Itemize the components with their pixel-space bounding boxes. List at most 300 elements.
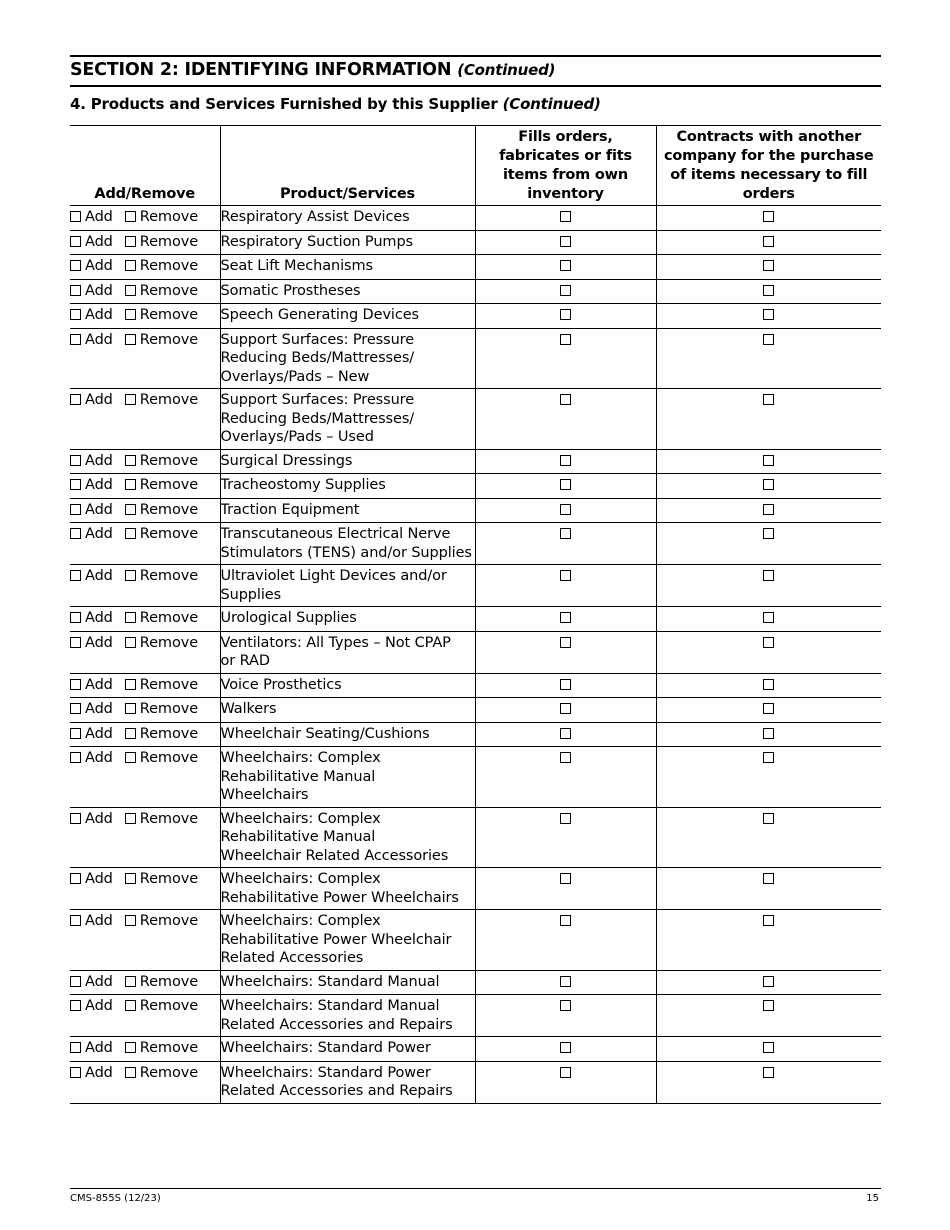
fills-checkbox[interactable] <box>560 813 571 824</box>
contracts-checkbox[interactable] <box>763 285 774 296</box>
fills-cell <box>475 673 656 698</box>
product-cell <box>220 1061 475 1103</box>
remove-label: Remove <box>139 477 199 493</box>
add-checkbox[interactable] <box>70 750 113 766</box>
contracts-cell <box>656 565 881 607</box>
add-label: Add <box>85 725 113 742</box>
remove-checkbox[interactable] <box>125 635 198 651</box>
contracts-cell <box>656 868 881 910</box>
remove-checkbox[interactable] <box>125 258 198 274</box>
contracts-cell <box>656 747 881 808</box>
remove-label: Remove <box>139 258 199 274</box>
remove-checkbox[interactable] <box>125 871 198 887</box>
add-label: Add <box>85 871 113 887</box>
add-checkbox[interactable] <box>70 871 113 887</box>
add-checkbox[interactable] <box>70 568 113 584</box>
product-cell <box>220 807 475 868</box>
product-cell <box>220 868 475 910</box>
section-continued: (Continued) <box>457 61 556 79</box>
remove-checkbox[interactable] <box>125 701 198 717</box>
fills-checkbox[interactable] <box>560 612 571 623</box>
add-remove-cell <box>70 910 220 971</box>
remove-label: Remove <box>139 1040 199 1056</box>
remove-label: Remove <box>139 913 199 929</box>
product-line: Rehabilitative Manual <box>220 829 376 845</box>
table-row <box>70 565 881 607</box>
contracts-checkbox[interactable] <box>763 334 774 345</box>
product-line: Related Accessories and Repairs <box>220 1083 453 1099</box>
product-cell <box>220 474 475 499</box>
header-product: Product/Services <box>220 126 475 206</box>
product-line: Wheelchairs: Complex <box>220 750 381 766</box>
contracts-checkbox[interactable] <box>763 455 774 466</box>
fills-checkbox[interactable] <box>560 394 571 405</box>
contracts-cell <box>656 807 881 868</box>
fills-cell <box>475 449 656 474</box>
contracts-cell <box>656 304 881 329</box>
product-cell <box>220 498 475 523</box>
subsection-continued: (Continued) <box>502 95 601 113</box>
contracts-checkbox[interactable] <box>763 873 774 884</box>
table-row <box>70 230 881 255</box>
header-fills: Fills orders, fabricates or fits items from own inventory <box>475 126 656 206</box>
add-label: Add <box>85 307 113 323</box>
footer-form-number: CMS-855S (12/23) <box>70 1193 161 1204</box>
fills-cell <box>475 970 656 995</box>
fills-checkbox[interactable] <box>560 752 571 763</box>
product-line: Reducing Beds/Mattresses/ <box>220 350 415 366</box>
add-checkbox[interactable] <box>70 526 113 542</box>
fills-cell <box>475 206 656 231</box>
fills-cell <box>475 279 656 304</box>
fills-cell <box>475 722 656 747</box>
contracts-checkbox[interactable] <box>763 679 774 690</box>
add-checkbox[interactable] <box>70 913 113 929</box>
product-line: Wheelchairs <box>220 787 309 803</box>
contracts-cell <box>656 673 881 698</box>
contracts-checkbox[interactable] <box>763 752 774 763</box>
product-line: Urological Supplies <box>220 610 357 626</box>
product-line: Wheelchairs: Standard Power <box>220 1040 431 1056</box>
remove-checkbox[interactable] <box>125 502 198 518</box>
contracts-cell <box>656 523 881 565</box>
product-cell <box>220 206 475 231</box>
add-remove-cell <box>70 868 220 910</box>
fills-cell <box>475 607 656 632</box>
table-row <box>70 698 881 723</box>
contracts-checkbox[interactable] <box>763 570 774 581</box>
table-row <box>70 970 881 995</box>
section-title: SECTION 2: IDENTIFYING INFORMATION (Continued) <box>70 60 556 80</box>
contracts-checkbox[interactable] <box>763 703 774 714</box>
product-cell <box>220 328 475 389</box>
fills-checkbox[interactable] <box>560 1042 571 1053</box>
add-label: Add <box>85 610 113 626</box>
product-cell <box>220 255 475 280</box>
fills-cell <box>475 474 656 499</box>
fills-cell <box>475 868 656 910</box>
product-line: Seat Lift Mechanisms <box>220 258 373 274</box>
add-label: Add <box>85 998 113 1014</box>
product-line: Rehabilitative Power Wheelchair <box>220 931 452 948</box>
product-cell <box>220 607 475 632</box>
add-checkbox[interactable] <box>70 209 113 225</box>
add-label: Add <box>85 477 113 493</box>
remove-label: Remove <box>139 610 199 626</box>
add-remove-cell <box>70 304 220 329</box>
add-label: Add <box>85 676 113 693</box>
remove-checkbox[interactable] <box>125 726 198 742</box>
contracts-checkbox[interactable] <box>763 236 774 247</box>
table-row <box>70 607 881 632</box>
remove-checkbox[interactable] <box>125 307 198 323</box>
fills-checkbox[interactable] <box>560 728 571 739</box>
add-remove-cell <box>70 389 220 450</box>
product-cell <box>220 279 475 304</box>
contracts-checkbox[interactable] <box>763 528 774 539</box>
fills-cell <box>475 807 656 868</box>
fills-cell <box>475 910 656 971</box>
fills-checkbox[interactable] <box>560 211 571 222</box>
product-line: Transcutaneous Electrical Nerve <box>220 526 451 542</box>
add-checkbox[interactable] <box>70 701 113 717</box>
product-line: Wheelchair Seating/Cushions <box>220 725 430 742</box>
product-line: Support Surfaces: Pressure <box>220 331 415 348</box>
remove-checkbox[interactable] <box>125 998 198 1014</box>
product-line: Related Accessories <box>220 950 364 966</box>
fills-checkbox[interactable] <box>560 479 571 490</box>
table-row <box>70 206 881 231</box>
product-line: Wheelchairs: Standard Manual <box>220 998 440 1014</box>
add-checkbox[interactable] <box>70 234 113 250</box>
add-checkbox[interactable] <box>70 974 113 990</box>
fills-cell <box>475 389 656 450</box>
add-remove-cell <box>70 474 220 499</box>
remove-checkbox[interactable] <box>125 477 198 493</box>
fills-checkbox[interactable] <box>560 976 571 987</box>
section-rule-bottom <box>70 85 881 87</box>
product-line: Stimulators (TENS) and/or Supplies <box>220 544 472 561</box>
remove-label: Remove <box>139 209 199 225</box>
fills-checkbox[interactable] <box>560 915 571 926</box>
fills-cell <box>475 523 656 565</box>
contracts-checkbox[interactable] <box>763 637 774 648</box>
product-cell <box>220 230 475 255</box>
remove-label: Remove <box>139 701 199 717</box>
remove-label: Remove <box>139 233 199 250</box>
fills-checkbox[interactable] <box>560 679 571 690</box>
fills-cell <box>475 631 656 673</box>
fills-checkbox[interactable] <box>560 637 571 648</box>
fills-cell <box>475 1037 656 1062</box>
contracts-cell <box>656 230 881 255</box>
remove-label: Remove <box>139 568 199 584</box>
table-header-row <box>70 126 881 206</box>
product-line: Related Accessories and Repairs <box>220 1016 453 1033</box>
add-remove-cell <box>70 698 220 723</box>
table-row <box>70 449 881 474</box>
add-remove-cell <box>70 807 220 868</box>
fills-cell <box>475 995 656 1037</box>
header-add-remove: Add/Remove <box>70 126 220 206</box>
remove-checkbox[interactable] <box>125 811 198 827</box>
fills-checkbox[interactable] <box>560 260 571 271</box>
product-line: or RAD <box>220 653 270 669</box>
table-row <box>70 389 881 450</box>
add-remove-cell <box>70 1037 220 1062</box>
remove-checkbox[interactable] <box>125 974 198 990</box>
contracts-checkbox[interactable] <box>763 612 774 623</box>
fills-checkbox[interactable] <box>560 703 571 714</box>
product-cell <box>220 910 475 971</box>
remove-label: Remove <box>139 282 199 299</box>
add-checkbox[interactable] <box>70 392 113 408</box>
product-cell <box>220 673 475 698</box>
remove-checkbox[interactable] <box>125 392 198 408</box>
add-checkbox[interactable] <box>70 307 113 323</box>
product-line: Respiratory Assist Devices <box>220 209 410 225</box>
fills-checkbox[interactable] <box>560 309 571 320</box>
product-line: Traction Equipment <box>220 501 360 518</box>
product-line: Wheelchair Related Accessories <box>220 847 449 864</box>
product-line: Wheelchairs: Standard Power <box>220 1064 431 1081</box>
contracts-checkbox[interactable] <box>763 976 774 987</box>
add-remove-cell <box>70 673 220 698</box>
remove-checkbox[interactable] <box>125 1065 198 1081</box>
product-cell <box>220 304 475 329</box>
add-remove-cell <box>70 230 220 255</box>
header-contracts: Contracts with another company for the purchase of items necessary to fill orders <box>656 126 881 206</box>
contracts-cell <box>656 910 881 971</box>
product-cell <box>220 631 475 673</box>
add-label: Add <box>85 233 113 250</box>
remove-checkbox[interactable] <box>125 750 198 766</box>
remove-checkbox[interactable] <box>125 526 198 542</box>
remove-label: Remove <box>139 392 199 408</box>
contracts-cell <box>656 328 881 389</box>
product-line: Overlays/Pads – Used <box>220 429 374 445</box>
contracts-checkbox[interactable] <box>763 1000 774 1011</box>
product-cell <box>220 698 475 723</box>
product-cell <box>220 747 475 808</box>
contracts-cell <box>656 995 881 1037</box>
add-checkbox[interactable] <box>70 1065 113 1081</box>
remove-label: Remove <box>139 331 199 348</box>
product-line: Surgical Dressings <box>220 452 353 469</box>
contracts-checkbox[interactable] <box>763 1042 774 1053</box>
remove-checkbox[interactable] <box>125 332 198 348</box>
contracts-cell <box>656 449 881 474</box>
product-line: Ultraviolet Light Devices and/or <box>220 568 447 584</box>
contracts-checkbox[interactable] <box>763 728 774 739</box>
remove-checkbox[interactable] <box>125 913 198 929</box>
add-remove-cell <box>70 995 220 1037</box>
contracts-checkbox[interactable] <box>763 479 774 490</box>
table-row <box>70 328 881 389</box>
table-row <box>70 722 881 747</box>
add-label: Add <box>85 750 113 766</box>
remove-checkbox[interactable] <box>125 283 198 299</box>
remove-label: Remove <box>139 676 199 693</box>
remove-label: Remove <box>139 634 199 651</box>
contracts-checkbox[interactable] <box>763 309 774 320</box>
subsection-title: 4. Products and Services Furnished by this Supplier (Continued) <box>70 95 601 113</box>
contracts-cell <box>656 279 881 304</box>
add-checkbox[interactable] <box>70 635 113 651</box>
remove-label: Remove <box>139 452 199 469</box>
add-label: Add <box>85 973 113 990</box>
table-row <box>70 304 881 329</box>
add-label: Add <box>85 1040 113 1056</box>
fills-checkbox[interactable] <box>560 1067 571 1078</box>
add-label: Add <box>85 810 113 827</box>
add-remove-cell <box>70 747 220 808</box>
product-cell <box>220 389 475 450</box>
products-table <box>70 125 881 1104</box>
add-checkbox[interactable] <box>70 283 113 299</box>
table-row <box>70 807 881 868</box>
add-label: Add <box>85 209 113 225</box>
contracts-checkbox[interactable] <box>763 211 774 222</box>
add-label: Add <box>85 452 113 469</box>
product-line: Ventilators: All Types – Not CPAP <box>220 634 451 651</box>
contracts-cell <box>656 1037 881 1062</box>
remove-checkbox[interactable] <box>125 1040 198 1056</box>
product-line: Wheelchairs: Complex <box>220 810 381 827</box>
add-label: Add <box>85 1064 113 1081</box>
fills-checkbox[interactable] <box>560 455 571 466</box>
add-label: Add <box>85 568 113 584</box>
remove-label: Remove <box>139 810 199 827</box>
contracts-checkbox[interactable] <box>763 394 774 405</box>
add-checkbox[interactable] <box>70 477 113 493</box>
remove-checkbox[interactable] <box>125 610 198 626</box>
product-line: Tracheostomy Supplies <box>220 477 386 493</box>
add-remove-cell <box>70 498 220 523</box>
add-label: Add <box>85 258 113 274</box>
fills-cell <box>475 747 656 808</box>
fills-cell <box>475 328 656 389</box>
remove-label: Remove <box>139 501 199 518</box>
contracts-checkbox[interactable] <box>763 260 774 271</box>
fills-checkbox[interactable] <box>560 285 571 296</box>
table-row <box>70 910 881 971</box>
add-label: Add <box>85 913 113 929</box>
fills-cell <box>475 698 656 723</box>
add-remove-cell <box>70 565 220 607</box>
table-row <box>70 474 881 499</box>
add-remove-cell <box>70 328 220 389</box>
remove-label: Remove <box>139 526 199 542</box>
product-cell <box>220 1037 475 1062</box>
add-checkbox[interactable] <box>70 811 113 827</box>
contracts-cell <box>656 474 881 499</box>
add-checkbox[interactable] <box>70 502 113 518</box>
table-row <box>70 995 881 1037</box>
remove-checkbox[interactable] <box>125 453 198 469</box>
contracts-cell <box>656 631 881 673</box>
fills-cell <box>475 255 656 280</box>
add-label: Add <box>85 501 113 518</box>
fills-checkbox[interactable] <box>560 570 571 581</box>
contracts-cell <box>656 698 881 723</box>
product-line: Somatic Prostheses <box>220 282 361 299</box>
table-row <box>70 631 881 673</box>
add-remove-cell <box>70 279 220 304</box>
add-label: Add <box>85 282 113 299</box>
fills-checkbox[interactable] <box>560 236 571 247</box>
add-label: Add <box>85 701 113 717</box>
remove-label: Remove <box>139 750 199 766</box>
fills-cell <box>475 230 656 255</box>
contracts-cell <box>656 498 881 523</box>
add-remove-cell <box>70 523 220 565</box>
remove-label: Remove <box>139 725 199 742</box>
product-line: Wheelchairs: Standard Manual <box>220 973 440 990</box>
remove-label: Remove <box>139 1064 199 1081</box>
fills-checkbox[interactable] <box>560 334 571 345</box>
product-line: Walkers <box>220 701 277 717</box>
add-remove-cell <box>70 255 220 280</box>
add-checkbox[interactable] <box>70 1040 113 1056</box>
table-row <box>70 498 881 523</box>
contracts-checkbox[interactable] <box>763 915 774 926</box>
fills-checkbox[interactable] <box>560 528 571 539</box>
add-remove-cell <box>70 206 220 231</box>
contracts-cell <box>656 1061 881 1103</box>
contracts-checkbox[interactable] <box>763 504 774 515</box>
add-remove-cell <box>70 1061 220 1103</box>
add-checkbox[interactable] <box>70 453 113 469</box>
product-line: Speech Generating Devices <box>220 307 419 323</box>
section-rule-top <box>70 55 881 57</box>
product-cell <box>220 565 475 607</box>
add-label: Add <box>85 392 113 408</box>
add-label: Add <box>85 634 113 651</box>
remove-label: Remove <box>139 998 199 1014</box>
table-row <box>70 1061 881 1103</box>
contracts-cell <box>656 206 881 231</box>
fills-checkbox[interactable] <box>560 873 571 884</box>
remove-checkbox[interactable] <box>125 209 198 225</box>
add-remove-cell <box>70 722 220 747</box>
footer-rule <box>70 1188 881 1189</box>
remove-checkbox[interactable] <box>125 568 198 584</box>
fills-checkbox[interactable] <box>560 504 571 515</box>
add-checkbox[interactable] <box>70 726 113 742</box>
table-row <box>70 523 881 565</box>
fills-checkbox[interactable] <box>560 1000 571 1011</box>
product-cell <box>220 970 475 995</box>
add-checkbox[interactable] <box>70 610 113 626</box>
contracts-checkbox[interactable] <box>763 1067 774 1078</box>
contracts-checkbox[interactable] <box>763 813 774 824</box>
add-checkbox[interactable] <box>70 258 113 274</box>
add-checkbox[interactable] <box>70 332 113 348</box>
product-line: Supplies <box>220 586 282 603</box>
product-cell <box>220 449 475 474</box>
add-remove-cell <box>70 449 220 474</box>
add-checkbox[interactable] <box>70 677 113 693</box>
remove-label: Remove <box>139 307 199 323</box>
remove-checkbox[interactable] <box>125 677 198 693</box>
product-cell <box>220 995 475 1037</box>
add-label: Add <box>85 526 113 542</box>
add-checkbox[interactable] <box>70 998 113 1014</box>
product-line: Overlays/Pads – New <box>220 368 370 385</box>
remove-checkbox[interactable] <box>125 234 198 250</box>
fills-cell <box>475 304 656 329</box>
